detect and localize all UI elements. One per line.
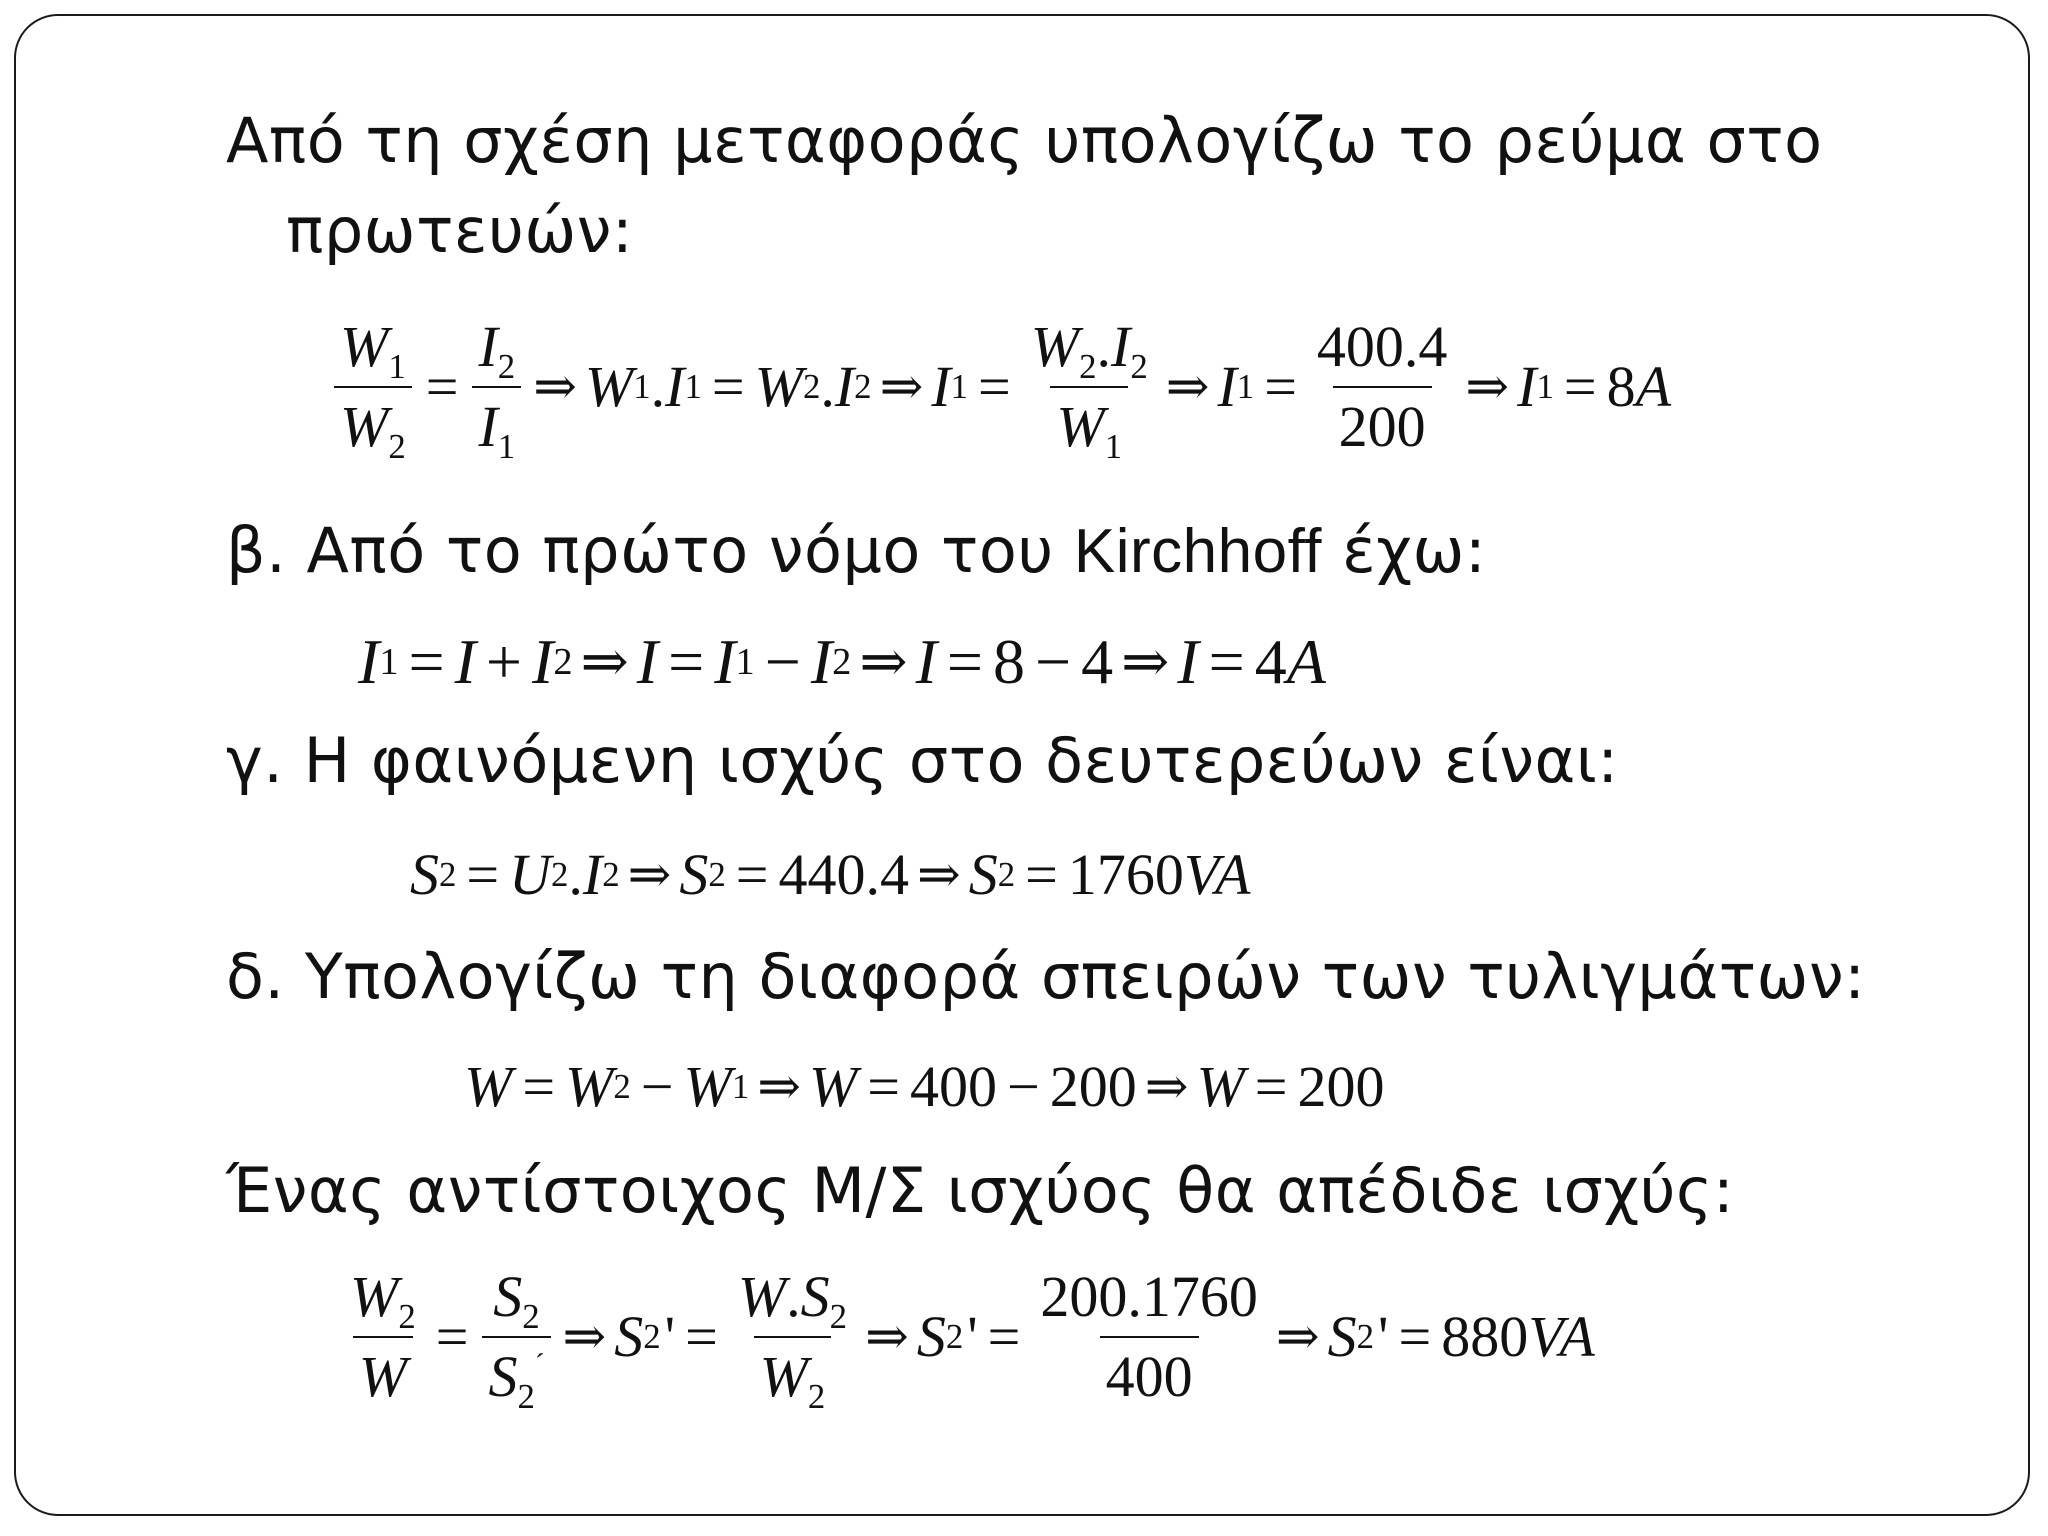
fraction-200-1760-over-400: $\frac{200.1760}{400}$ — [1040, 1264, 1258, 1409]
fraction-400-4-over-200: $\frac{400.4}{200}$ — [1316, 314, 1448, 459]
fraction-i2-i1: $\frac{I_2}{I_1}$ — [472, 318, 521, 456]
fraction-w1-w2: $\frac{W_1}{W_2}$ — [334, 318, 412, 456]
fraction-w2-w: $\frac{W_2}{W}$ — [350, 1264, 416, 1409]
equation-apparent-power: S 2 = U 2 . I 2 ⇒ S 2 = 440.4 ⇒ S 2 = 1760 VA — [410, 842, 1251, 907]
section-b-heading: β. Από το πρώτο νόμο του Kirchhoff έχω: — [226, 514, 1487, 587]
intro-line-1: Από τη σχέση μεταφοράς υπολογίζω το ρεύμα στο — [226, 104, 1823, 177]
equation-turns-ratio-current: $\frac{W_1}{W_2}$ = $\frac{I_2}{I_1}$ ⇒ W 1 . I 1 = W 2 . I 2 ⇒ I 1 = $\frac{W_2.I_2}{W_1}$ ⇒ I 1 = $\frac{400.4}{200}$ ⇒ I 1 = 8 A — [330, 318, 1671, 456]
fraction-w2i2-w1: $\frac{W_2.I_2}{W_1}$ — [1030, 314, 1148, 467]
equation-kirchhoff-current: I 1 = I + I 2 ⇒ I = I 1 − I 2 ⇒ I = 8 − 4 ⇒ I = 4 A — [358, 626, 1326, 697]
kirchhoff-name: Kirchhoff — [1073, 517, 1322, 586]
section-d-heading: δ. Υπολογίζω τη διαφορά σπειρών των τυλιγμάτων: — [226, 940, 1866, 1013]
equation-turns-difference: W = W 2 − W 1 ⇒ W = 400 − 200 ⇒ W = 200 — [464, 1054, 1385, 1119]
section-e-heading: Ένας αντίστοιχος Μ/Σ ισχύος θα απέδιδε ισχύς: — [226, 1154, 1735, 1227]
fraction-s2-s2prime: $\frac{S_2}{S_2^´}$ — [482, 1268, 550, 1406]
equation-autotransformer-power: $\frac{W_2}{W}$ = $\frac{S_2}{S_2^´}$ ⇒ S 2 ' = $\frac{W.S_2}{W_2}$ ⇒ S 2 ' = $\frac{200.1760}{400}$ ⇒ S 2 ' = 880 VA — [340, 1268, 1595, 1406]
fraction-ws2-w2: $\frac{W.S_2}{W_2}$ — [737, 1264, 848, 1417]
section-c-heading: γ. Η φαινόμενη ισχύς στο δευτερεύων είναι: — [226, 724, 1619, 797]
intro-line-2: πρωτευών: — [286, 194, 634, 267]
